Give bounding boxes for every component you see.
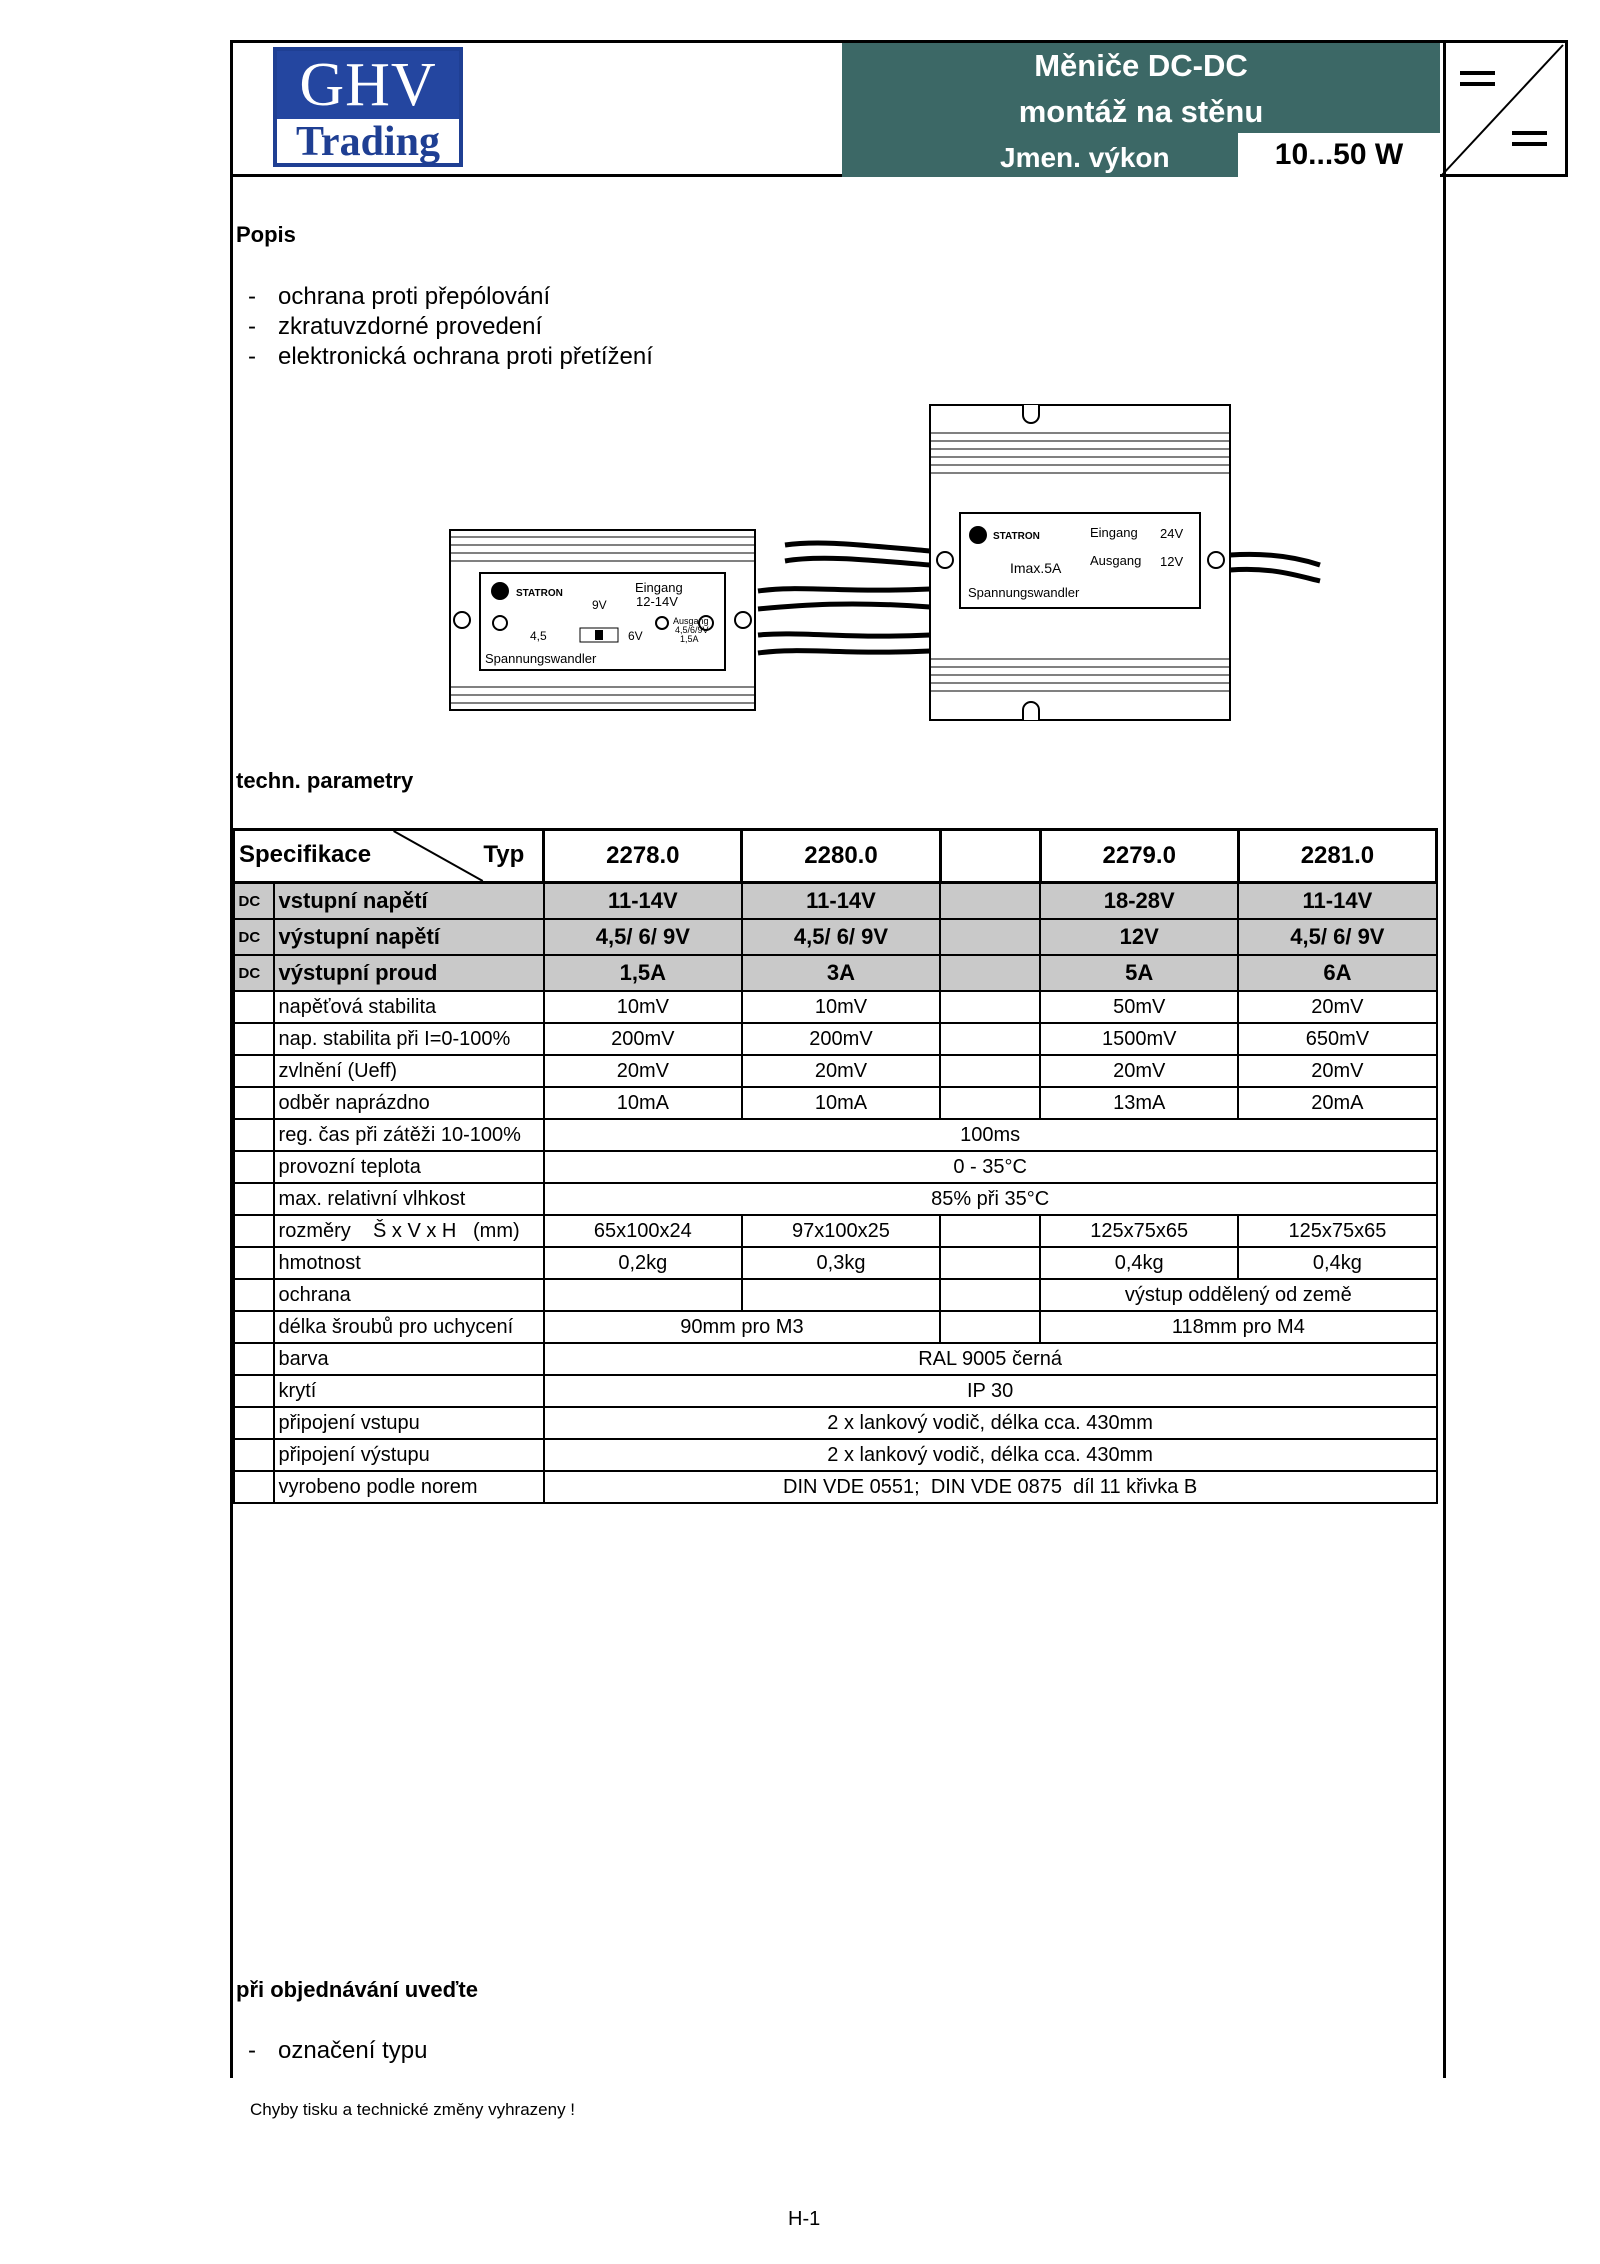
page-number: H-1 bbox=[788, 2208, 821, 2230]
svg-text:12-14V: 12-14V bbox=[636, 594, 678, 609]
empty-cell bbox=[234, 1055, 274, 1087]
row-label: zvlnění (Ueff) bbox=[274, 1055, 544, 1087]
empty-cell bbox=[234, 1439, 274, 1471]
cell: 0 - 35°C bbox=[544, 1151, 1437, 1183]
table-row bbox=[234, 883, 1437, 920]
empty-cell bbox=[234, 1087, 274, 1119]
empty-cell bbox=[234, 1183, 274, 1215]
cell: 2 x lankový vodič, délka cca. 430mm bbox=[544, 1407, 1437, 1439]
table-row bbox=[234, 919, 1437, 955]
title-line-2: montáž na stěnu bbox=[1018, 94, 1264, 129]
row-label: výstupní proud bbox=[274, 955, 544, 991]
type-column-header: 2281.0 bbox=[1238, 830, 1436, 883]
row-label: odběr naprázdno bbox=[274, 1087, 544, 1119]
title-line-1: Měniče DC-DC bbox=[1034, 48, 1248, 83]
small-converter-drawing bbox=[450, 530, 755, 710]
table-header-row bbox=[234, 830, 1437, 883]
table-row bbox=[234, 1023, 1437, 1055]
empty-cell bbox=[940, 1279, 1040, 1311]
row-label: barva bbox=[274, 1343, 544, 1375]
row-label: vstupní napětí bbox=[274, 883, 544, 920]
cell: 4,5/ 6/ 9V bbox=[742, 919, 940, 955]
cell: 125x75x65 bbox=[1040, 1215, 1238, 1247]
cell: 11-14V bbox=[742, 883, 940, 920]
table-row bbox=[234, 1439, 1437, 1471]
table-row bbox=[234, 1183, 1437, 1215]
cell: 0,4kg bbox=[1238, 1247, 1436, 1279]
empty-cell bbox=[234, 1151, 274, 1183]
cell: 5A bbox=[1040, 955, 1238, 991]
cell: 65x100x24 bbox=[544, 1215, 742, 1247]
power-label: Jmen. výkon bbox=[1000, 142, 1170, 173]
table-row bbox=[234, 1215, 1437, 1247]
cell: výstup oddělený od země bbox=[1040, 1279, 1436, 1311]
cell: 2 x lankový vodič, délka cca. 430mm bbox=[544, 1439, 1437, 1471]
cell: 200mV bbox=[742, 1023, 940, 1055]
cell bbox=[940, 955, 1040, 991]
cell: 0,2kg bbox=[544, 1247, 742, 1279]
row-label: rozměry Š x V x H (mm) bbox=[274, 1215, 544, 1247]
cell: 100ms bbox=[544, 1119, 1437, 1151]
cell: 10mV bbox=[742, 991, 940, 1023]
type-column-header: 2278.0 bbox=[544, 830, 742, 883]
type-column-header: 2280.0 bbox=[742, 830, 940, 883]
row-label: délka šroubů pro uchycení bbox=[274, 1311, 544, 1343]
cell bbox=[940, 1247, 1040, 1279]
cell: DIN VDE 0551; DIN VDE 0875 díl 11 křivka B bbox=[544, 1471, 1437, 1503]
svg-text:STATRON: STATRON bbox=[993, 531, 1040, 542]
cell: 12V bbox=[1040, 919, 1238, 955]
svg-text:STATRON: STATRON bbox=[516, 588, 563, 599]
description-item: - ochrana proti přepólování bbox=[248, 283, 551, 310]
cell bbox=[940, 883, 1040, 920]
table-row bbox=[234, 1343, 1437, 1375]
dc-dc-converter-symbol-icon bbox=[1440, 43, 1565, 177]
svg-text:Spannungswandler: Spannungswandler bbox=[485, 651, 597, 666]
svg-text:Ausgang: Ausgang bbox=[673, 616, 709, 626]
product-illustration bbox=[440, 395, 1360, 730]
cell: 200mV bbox=[544, 1023, 742, 1055]
row-label: hmotnost bbox=[274, 1247, 544, 1279]
empty-cell bbox=[234, 1215, 274, 1247]
svg-text:1,5A: 1,5A bbox=[680, 634, 699, 644]
row-label: krytí bbox=[274, 1375, 544, 1407]
svg-text:Imax.5A: Imax.5A bbox=[1010, 560, 1062, 576]
table-row bbox=[234, 1279, 1437, 1311]
spec-label: Specifikace bbox=[239, 841, 372, 868]
cell: 18-28V bbox=[1040, 883, 1238, 920]
row-label: reg. čas při zátěži 10-100% bbox=[274, 1119, 544, 1151]
empty-cell bbox=[544, 1279, 742, 1311]
cell: 0,3kg bbox=[742, 1247, 940, 1279]
cell bbox=[940, 1023, 1040, 1055]
cell: 20mA bbox=[1238, 1087, 1436, 1119]
cell: 50mV bbox=[1040, 991, 1238, 1023]
cell: RAL 9005 černá bbox=[544, 1343, 1437, 1375]
cell bbox=[940, 919, 1040, 955]
empty-cell bbox=[234, 1247, 274, 1279]
empty-cell bbox=[234, 1119, 274, 1151]
cell: 118mm pro M4 bbox=[1040, 1311, 1436, 1343]
cell: 20mV bbox=[1238, 991, 1436, 1023]
cell: 13mA bbox=[1040, 1087, 1238, 1119]
cell: 125x75x65 bbox=[1238, 1215, 1436, 1247]
empty-cell bbox=[234, 1471, 274, 1503]
cell bbox=[940, 1215, 1040, 1247]
table-row bbox=[234, 1247, 1437, 1279]
cell: 10mA bbox=[544, 1087, 742, 1119]
svg-text:Ausgang: Ausgang bbox=[1090, 553, 1142, 568]
cell: 11-14V bbox=[544, 883, 742, 920]
empty-cell bbox=[234, 1279, 274, 1311]
table-row bbox=[234, 955, 1437, 991]
cell: 1,5A bbox=[544, 955, 742, 991]
row-label: napěťová stabilita bbox=[274, 991, 544, 1023]
table-row bbox=[234, 1087, 1437, 1119]
empty-cell bbox=[234, 1023, 274, 1055]
empty-cell bbox=[234, 1407, 274, 1439]
table-row bbox=[234, 1471, 1437, 1503]
svg-text:Spannungswandler: Spannungswandler bbox=[968, 585, 1080, 600]
table-row bbox=[234, 1375, 1437, 1407]
dc-tag: DC bbox=[234, 955, 274, 991]
table-row bbox=[234, 991, 1437, 1023]
order-heading: při objednávání uveďte bbox=[236, 1977, 478, 2002]
row-label: max. relativní vlhkost bbox=[274, 1183, 544, 1215]
description-item: - zkratuvzdorné provedení bbox=[248, 313, 543, 340]
svg-text:4,5/6/9V: 4,5/6/9V bbox=[675, 625, 709, 635]
cell bbox=[940, 1087, 1040, 1119]
cell: 10mA bbox=[742, 1087, 940, 1119]
empty-cell bbox=[234, 1311, 274, 1343]
table-row bbox=[234, 1055, 1437, 1087]
logo-ghv: GHV bbox=[277, 51, 459, 119]
svg-text:4,5: 4,5 bbox=[530, 629, 547, 643]
empty-cell bbox=[742, 1279, 940, 1311]
table-row bbox=[234, 1151, 1437, 1183]
row-label: vyrobeno podle norem bbox=[274, 1471, 544, 1503]
table-row bbox=[234, 1119, 1437, 1151]
row-label: připojení vstupu bbox=[274, 1407, 544, 1439]
cell: 20mV bbox=[1040, 1055, 1238, 1087]
svg-text:Eingang: Eingang bbox=[1090, 525, 1138, 540]
type-column-header bbox=[940, 830, 1040, 883]
cell: 6A bbox=[1238, 955, 1436, 991]
cell bbox=[940, 991, 1040, 1023]
large-converter-drawing bbox=[930, 405, 1230, 720]
row-label: provozní teplota bbox=[274, 1151, 544, 1183]
logo-trading: Trading bbox=[296, 119, 440, 165]
cell bbox=[940, 1055, 1040, 1087]
table-row bbox=[234, 1311, 1437, 1343]
description-heading: Popis bbox=[236, 222, 296, 247]
cell: 20mV bbox=[544, 1055, 742, 1087]
svg-text:9V: 9V bbox=[592, 598, 607, 612]
row-label: připojení výstupu bbox=[274, 1439, 544, 1471]
svg-text:6V: 6V bbox=[628, 629, 643, 643]
cell: 90mm pro M3 bbox=[544, 1311, 940, 1343]
cell: 11-14V bbox=[1238, 883, 1436, 920]
empty-cell bbox=[234, 991, 274, 1023]
empty-cell bbox=[940, 1311, 1040, 1343]
description-item: - elektronická ochrana proti přetížení bbox=[248, 343, 653, 370]
cell: 650mV bbox=[1238, 1023, 1436, 1055]
ghv-trading-logo bbox=[273, 47, 463, 167]
svg-text:24V: 24V bbox=[1160, 526, 1184, 541]
dc-tag: DC bbox=[234, 883, 274, 920]
cell: 10mV bbox=[544, 991, 742, 1023]
dc-tag: DC bbox=[234, 919, 274, 955]
order-item: - označení typu bbox=[248, 2037, 428, 2064]
svg-text:Eingang: Eingang bbox=[635, 580, 683, 595]
cell: IP 30 bbox=[544, 1375, 1437, 1407]
empty-cell bbox=[234, 1375, 274, 1407]
type-column-header: 2279.0 bbox=[1040, 830, 1238, 883]
cell: 97x100x25 bbox=[742, 1215, 940, 1247]
params-heading: techn. parametry bbox=[236, 768, 414, 793]
row-label: ochrana bbox=[274, 1279, 544, 1311]
cell: 20mV bbox=[1238, 1055, 1436, 1087]
row-label: nap. stabilita při I=0-100% bbox=[274, 1023, 544, 1055]
cell: 3A bbox=[742, 955, 940, 991]
footnote: Chyby tisku a technické změny vyhrazeny ! bbox=[250, 2100, 576, 2119]
svg-text:12V: 12V bbox=[1160, 554, 1184, 569]
cell: 0,4kg bbox=[1040, 1247, 1238, 1279]
row-label: výstupní napětí bbox=[274, 919, 544, 955]
type-label: Typ bbox=[483, 841, 525, 868]
cell: 85% při 35°C bbox=[544, 1183, 1437, 1215]
table-row bbox=[234, 1407, 1437, 1439]
cell: 1500mV bbox=[1040, 1023, 1238, 1055]
empty-cell bbox=[234, 1343, 274, 1375]
cell: 4,5/ 6/ 9V bbox=[1238, 919, 1436, 955]
cell: 20mV bbox=[742, 1055, 940, 1087]
spec-type-header bbox=[234, 830, 544, 883]
power-value: 10...50 W bbox=[1238, 133, 1440, 177]
spec-table bbox=[232, 828, 1438, 1504]
cell: 4,5/ 6/ 9V bbox=[544, 919, 742, 955]
